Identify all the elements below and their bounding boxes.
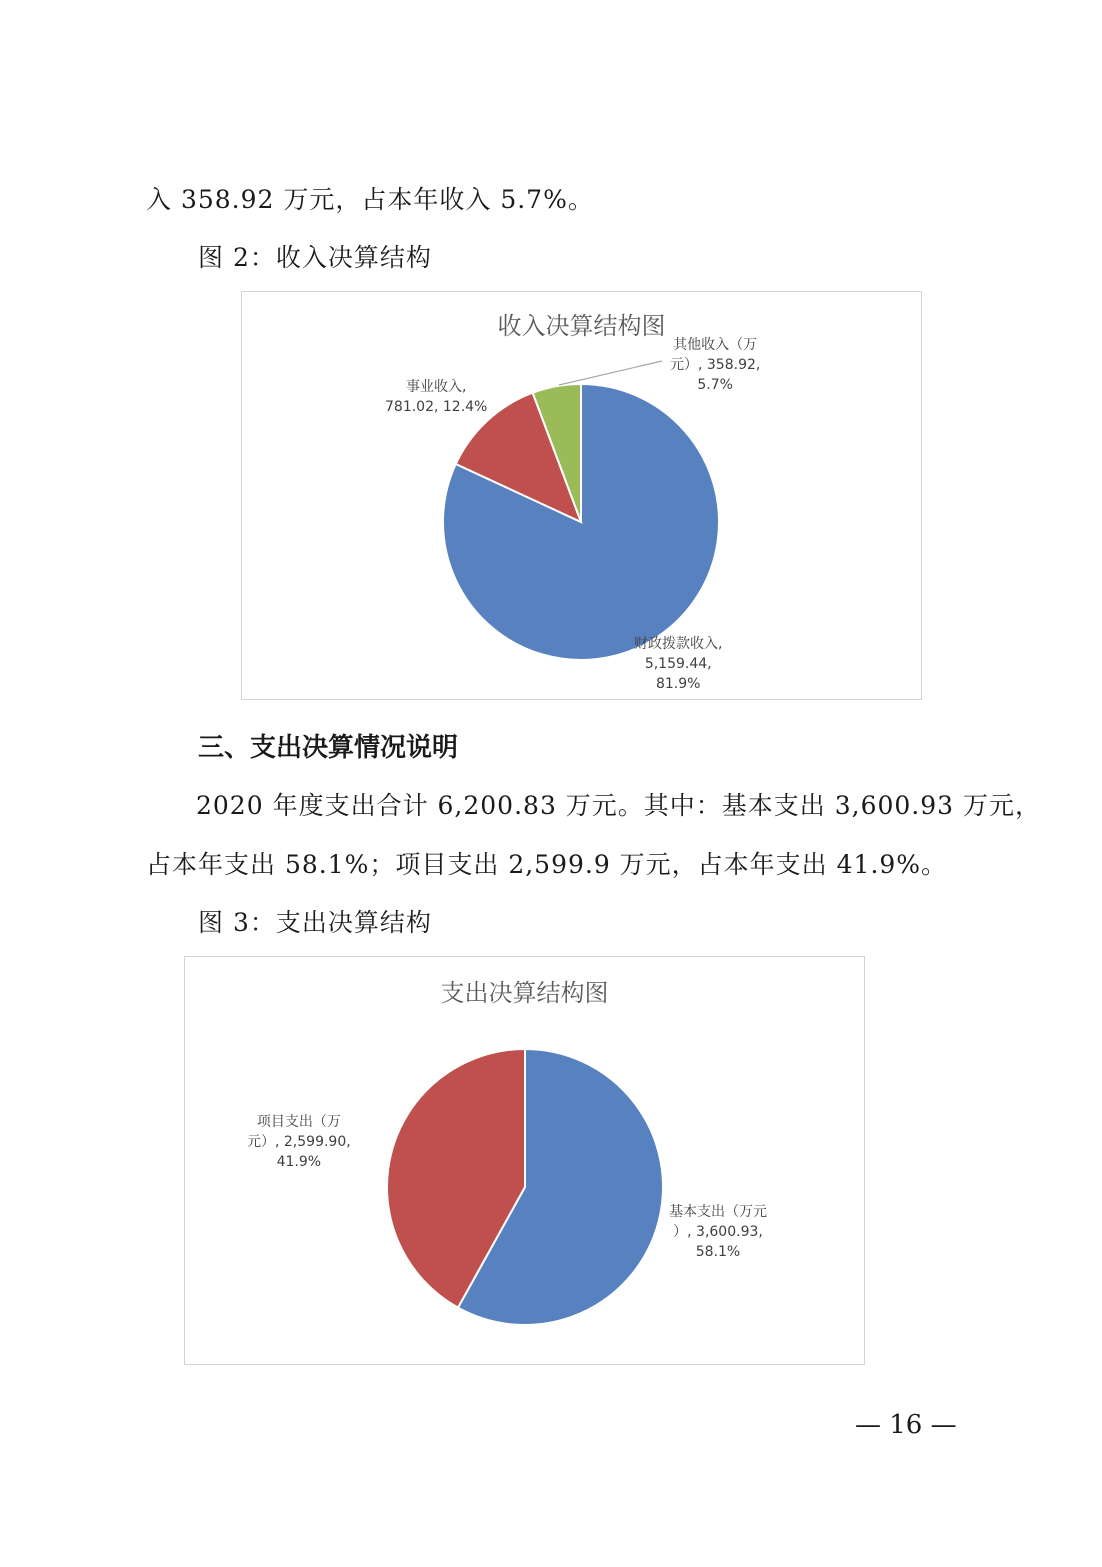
expense-paragraph-line-1: 2020 年度支出合计 6,200.83 万元。其中：基本支出 3,600.93 万元， xyxy=(196,791,1042,820)
income-pie-chart xyxy=(241,291,922,700)
section-heading: 三、支出决算情况说明 xyxy=(198,733,459,763)
income-label-other: 其他收入（万 元）, 358.92, 5.7% xyxy=(670,337,761,393)
expense-pie-chart xyxy=(184,956,865,1365)
income-pie-svg xyxy=(242,292,923,701)
page-number: — 16 — xyxy=(855,1410,957,1440)
income-label-fiscal: 财政拨款收入, 5,159.44, 81.9% xyxy=(634,636,723,692)
figure-3-caption: 图 3：支出决算结构 xyxy=(198,908,432,937)
income-label-business: 事业收入, 781.02, 12.4% xyxy=(385,379,488,415)
expense-label-project: 项目支出（万 元）, 2,599.90, 41.9% xyxy=(247,1114,351,1170)
expense-chart-title: 支出决算结构图 xyxy=(440,979,609,1007)
leader-line xyxy=(559,361,662,385)
income-chart-title: 收入决算结构图 xyxy=(497,312,666,340)
intro-line: 入 358.92 万元，占本年收入 5.7%。 xyxy=(146,185,594,214)
expense-paragraph-line-2: 占本年支出 58.1%；项目支出 2,599.9 万元，占本年支出 41.9%。 xyxy=(146,850,948,879)
expense-label-basic: 基本支出（万元 ）, 3,600.93, 58.1% xyxy=(669,1204,767,1260)
figure-2-caption: 图 2：收入决算结构 xyxy=(198,243,432,272)
